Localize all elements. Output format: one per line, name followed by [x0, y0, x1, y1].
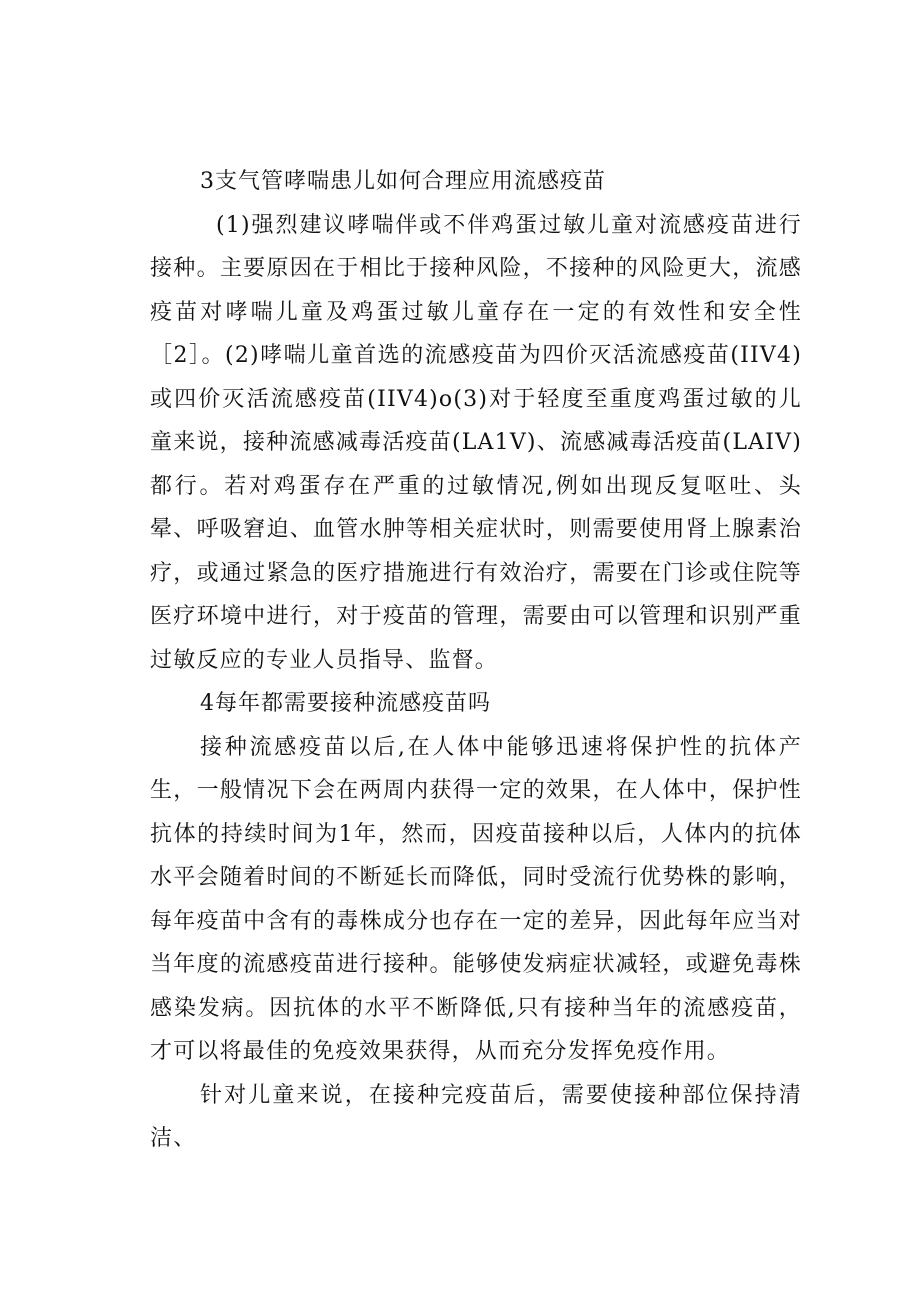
section-4-paragraph-1: 接种流感疫苗以后,在人体中能够迅速将保护性的抗体产生，一般情况下会在两周内获得一定的效果，在人体中，保护性抗体的持续时间为1年，然而，因疫苗接种以后，人体内的抗体水平会随着时间的不断延长而降低，同时受流行优势株的影响，每年疫苗中含有的毒株成分也存在一定的差异，因此每年应当对当年度的流感疫苗进行接种。能够使发病症状减轻，或避免毒株感染发病。因抗体的水平不断降低,只有接种当年的流感疫苗，才可以将最佳的免疫效果获得，从而充分发挥免疫作用。: [150, 734, 802, 1064]
section-3-paragraph: (1)强烈建议哮喘伴或不伴鸡蛋过敏儿童对流感疫苗进行接种。主要原因在于相比于接种风险，不接种的风险更大，流感疫苗对哮喘儿童及鸡蛋过敏儿童存在一定的有效性和安全性［2］。(2)哮喘儿童首选的流感疫苗为四价灭活流感疫苗(IIV4)或四价灭活流感疫苗(IIV4)o(3)对于轻度至重度鸡蛋过敏的儿童来说，接种流感减毒活疫苗(LA1V)、流感减毒活疫苗(LAIV)都行。若对鸡蛋存在严重的过敏情况,例如出现反复呕吐、头晕、呼吸窘迫、血管水肿等相关症状时，则需要使用肾上腺素治疗，或通过紧急的医疗措施进行有效治疗，需要在门诊或住院等医疗环境中进行，对于疫苗的管理，需要由可以管理和识别严重过敏反应的专业人员指导、监督。: [150, 212, 802, 673]
section-3-heading: 3支气管哮喘患儿如何合理应用流感疫苗: [200, 169, 606, 194]
section-4-paragraph-2: 针对儿童来说，在接种完疫苗后，需要使接种部位保持清洁、: [150, 1082, 802, 1151]
section-4-heading: 4每年都需要接种流感疫苗吗: [200, 691, 491, 716]
document-body: [150, 160, 802, 1161]
